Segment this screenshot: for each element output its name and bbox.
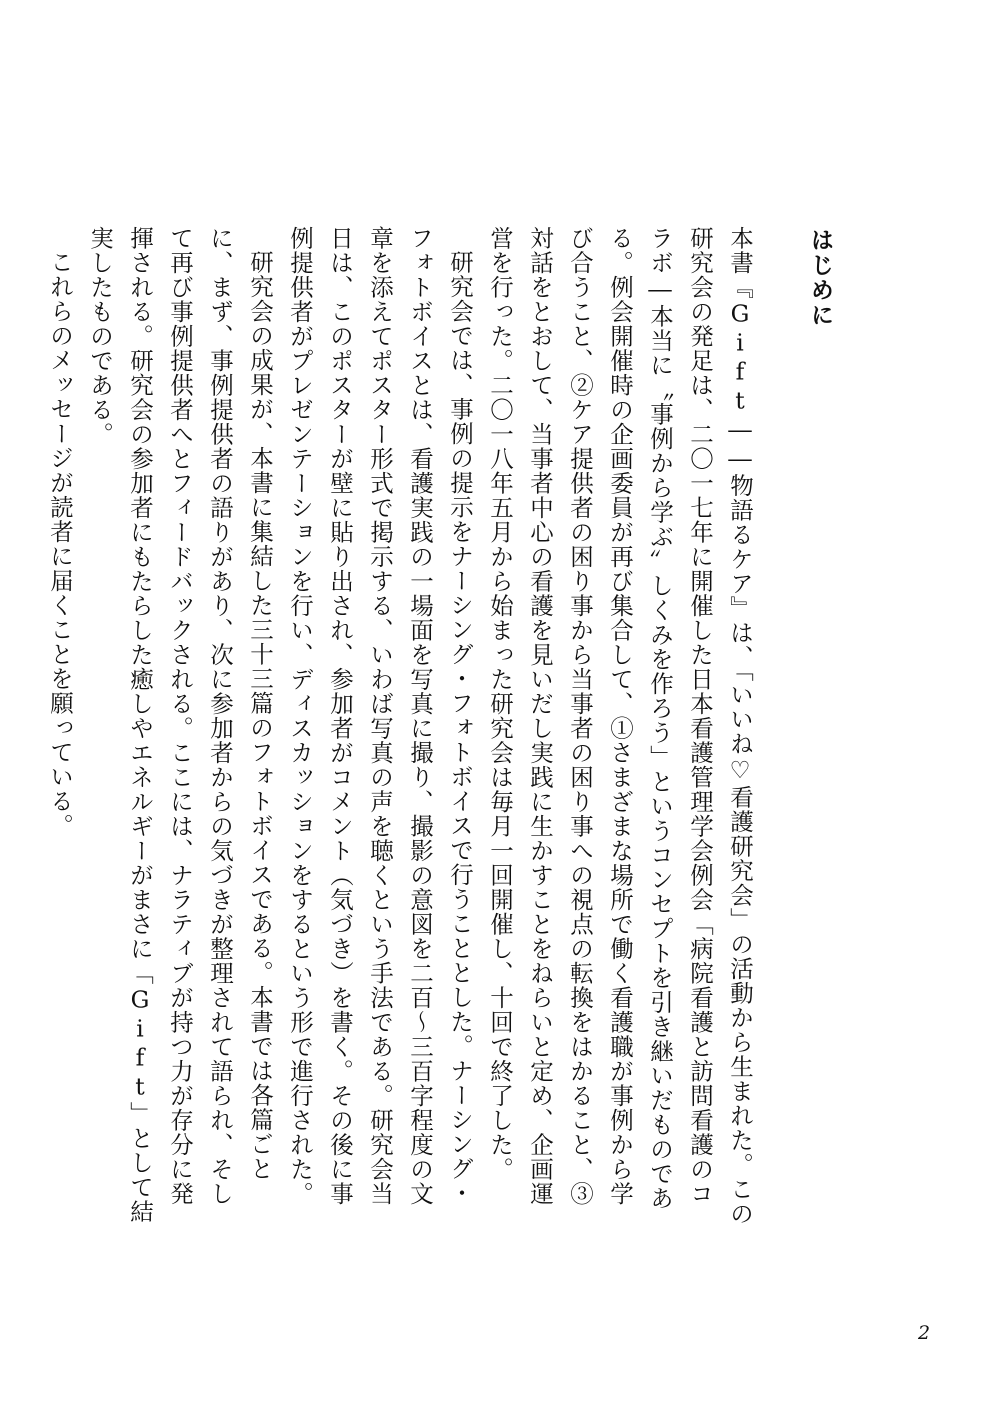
- page-number: 2: [918, 1322, 931, 1344]
- paragraph-4: これらのメッセージが読者に届くことを願っている。: [46, 249, 74, 838]
- page-title: はじめに: [807, 228, 833, 328]
- paragraph-2: 研究会では、事例の提示をナーシング・フォトボイスで行うこととした。ナーシング・フォトボイスとは、看護実践の一場面を写真に撮り、撮影の意図を二百〜三百字程度の文章を添えてポスター形式で掲示する、いわば写真の声を聴くという手法である。研究会当日は、このポスターが壁に貼り出され、参加者がコメント（気づき）を書く。その後に事例提供者がプレゼンテーションを行い、ディスカッションをするという形で進行された。: [286, 226, 474, 1206]
- paragraph-3: 研究会の成果が、本書に集結した三十三篇のフォトボイスである。本書では各篇ごとに、まず、事例提供者の語りがあり、次に参加者からの気づきが整理されて語られ、そして再び事例提供者へとフィードバックされる。ここには、ナラティブが持つ力が存分に発揮される。研究会の参加者にもたらした癒しやエネルギーがまさに「Gift」として結実したものである。: [86, 226, 274, 1224]
- paragraph-1: 本書『Gift――物語るケア』は、「いいね♡看護研究会」の活動から生まれた。この研究会の発足は、二〇一七年に開催した日本看護管理学会例会「病院看護と訪問看護のコラボ―本当に〝事例から学ぶ〟しくみを作ろう」というコンセプトを引き継いだものである。例会開催時の企画委員が再び集合して、①さまざまな場所で働く看護職が事例から学び合うこと、②ケア提供者の困り事から当事者の困り事への視点の転換をはかること、③対話をとおして、当事者中心の看護を見いだし実践に生かすことをねらいと定め、企画運営を行った。二〇一八年五月から始まった研究会は毎月一回開催し、十回で終了した。: [486, 226, 754, 1226]
- vertical-text-body: [40, 226, 840, 1226]
